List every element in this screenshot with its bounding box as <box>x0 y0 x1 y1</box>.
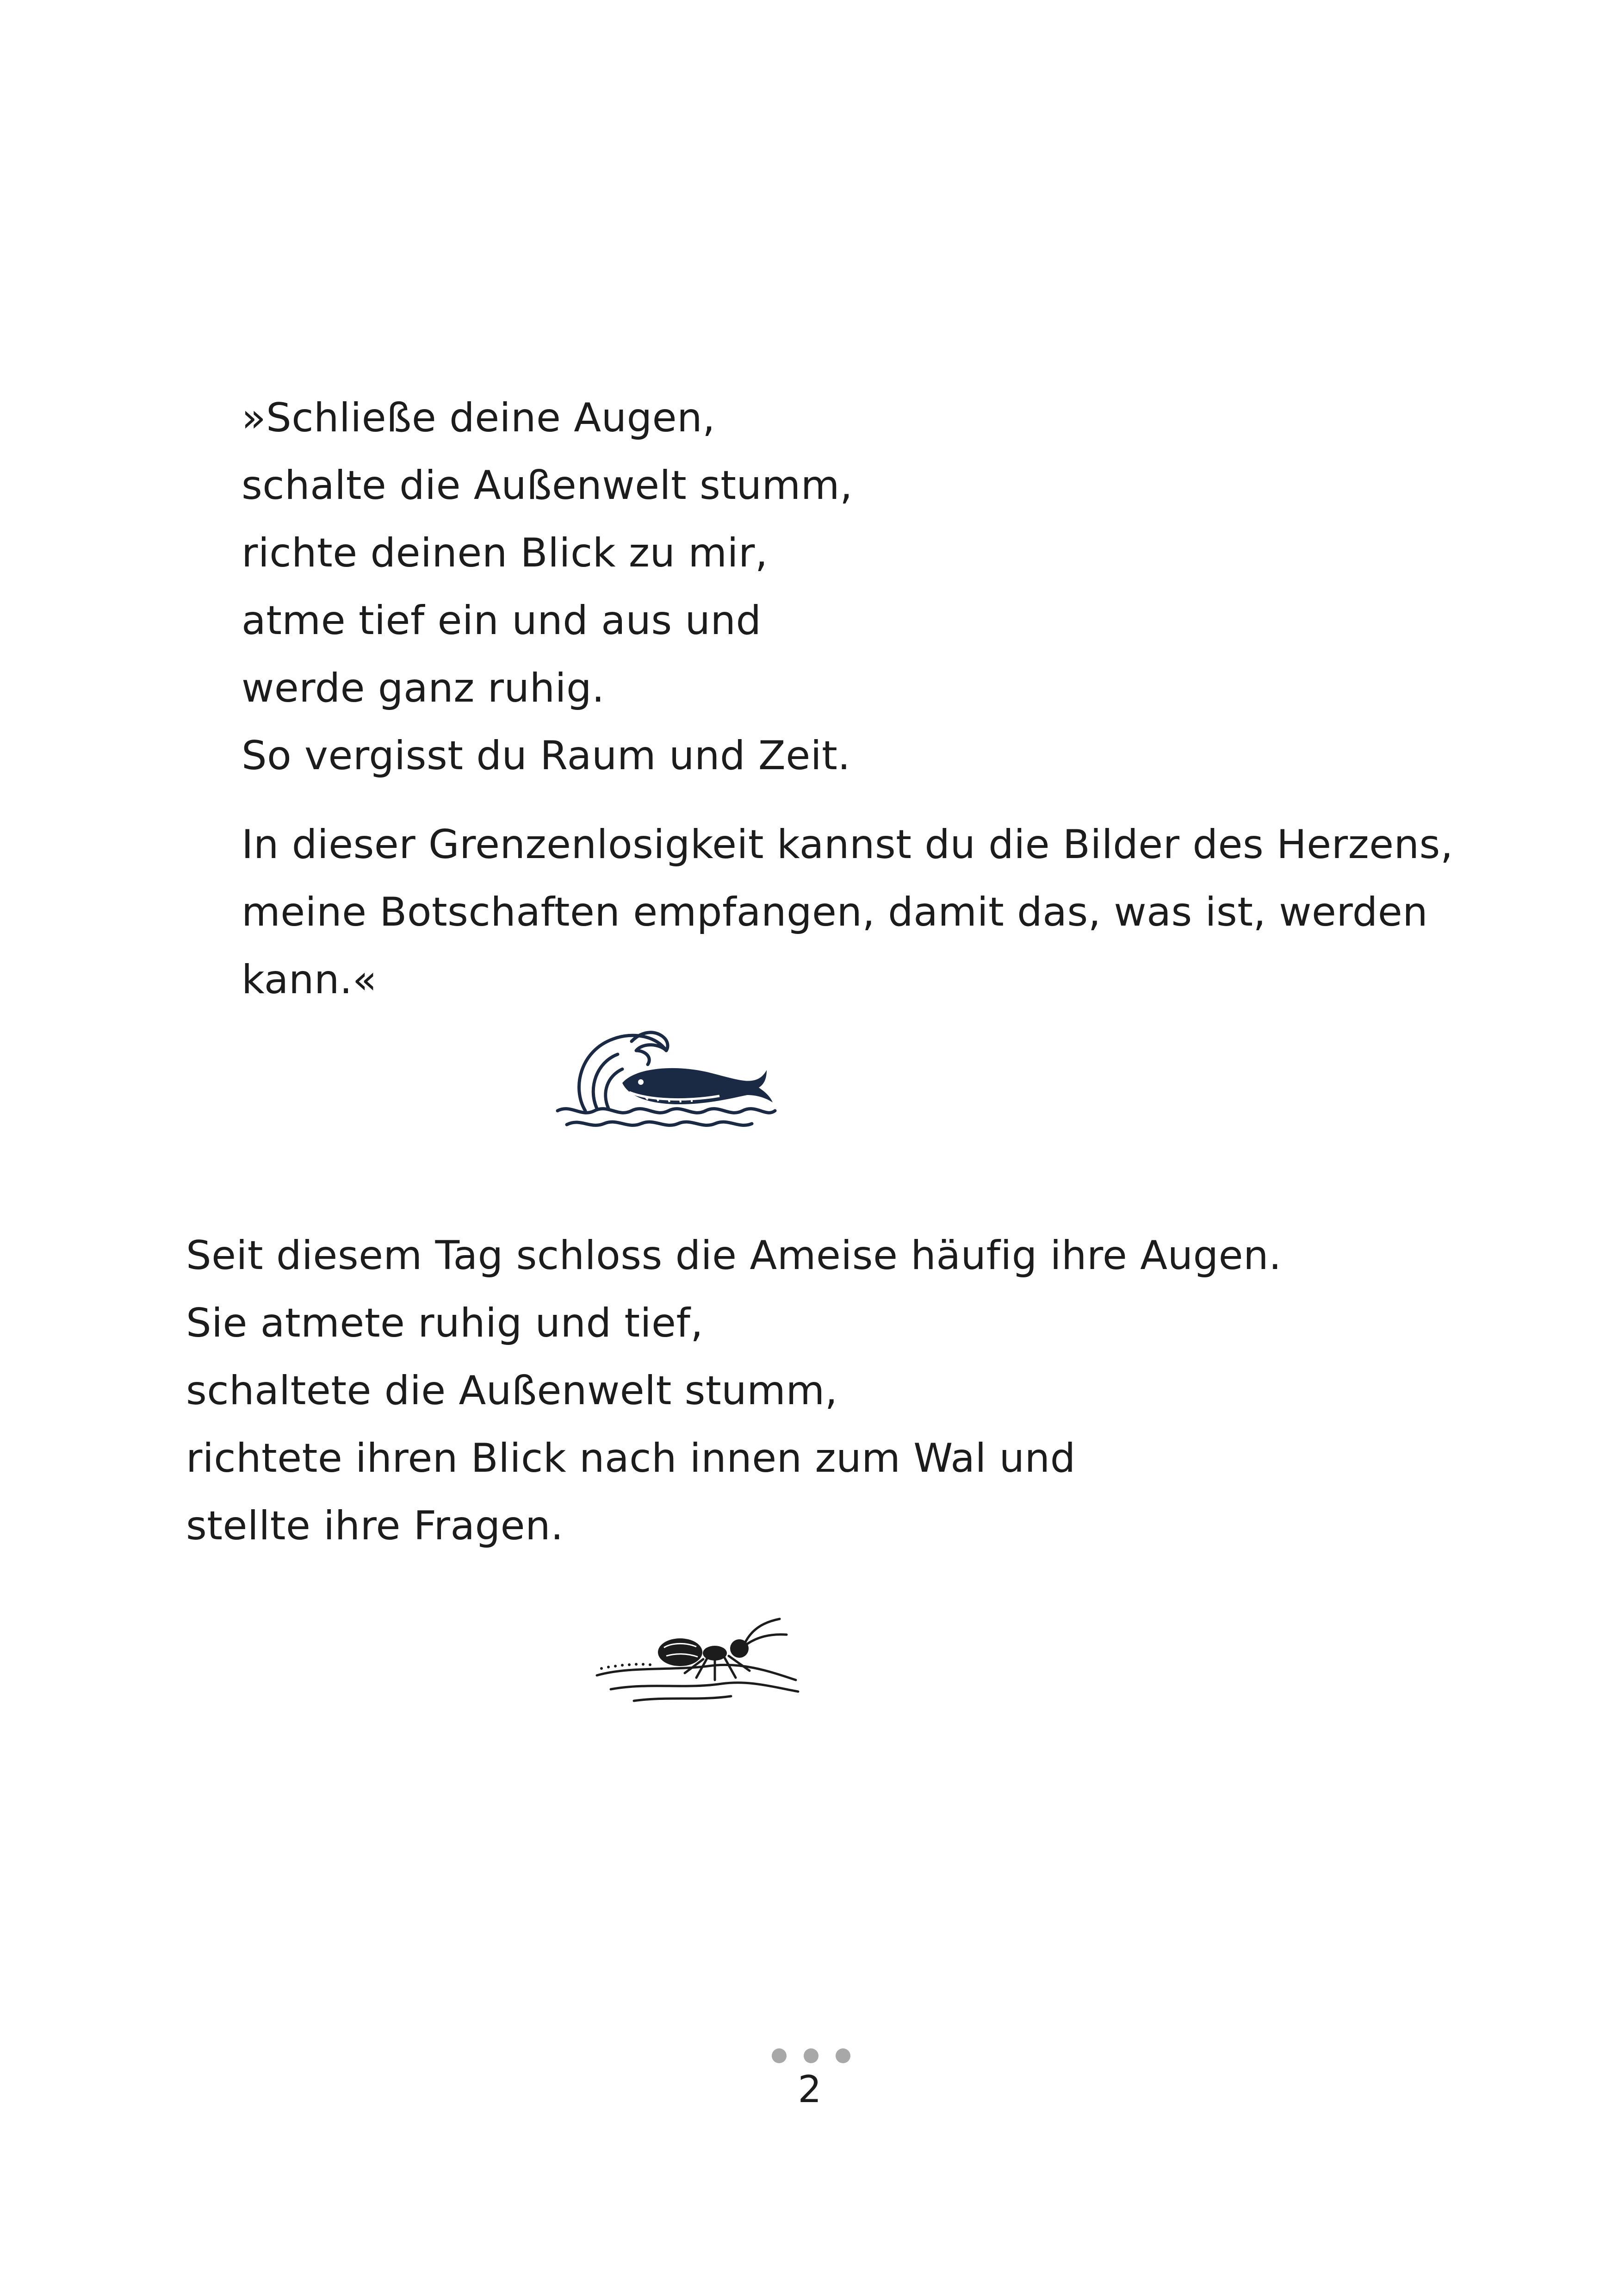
story-line: Sie atmete ruhig und tief, <box>186 1300 704 1346</box>
story-line: richtete ihren Blick nach innen zum Wal und <box>186 1435 1076 1481</box>
ornament-dot <box>804 2048 818 2063</box>
quote-line: atme tief ein und aus und <box>242 597 762 644</box>
quote-line: schalte die Außenwelt stumm, <box>242 462 853 509</box>
ornament-dot <box>772 2048 787 2063</box>
quote-paragraph: In dieser Grenzenlosigkeit kannst du die Bilder des Herzens, meine Botschaften empfangen, damit das, was ist, werden kann.« <box>242 821 1453 1003</box>
whale-in-wave-icon <box>553 1018 780 1129</box>
ornament-dot <box>836 2048 850 2063</box>
ant-on-wave-icon <box>592 1611 805 1712</box>
whale-quote <box>242 384 1491 1014</box>
quote-line: werde ganz ruhig. <box>242 665 605 711</box>
quote-line: »Schließe deine Augen, <box>242 395 715 441</box>
quote-line: So vergisst du Raum und Zeit. <box>242 733 851 779</box>
story-text <box>186 1222 1528 1560</box>
quote-line: richte deinen Blick zu mir, <box>242 530 768 576</box>
story-line: schaltete die Außenwelt stumm, <box>186 1368 838 1414</box>
page-number: 2 <box>798 2068 822 2111</box>
story-line: Seit diesem Tag schloss die Ameise häufig ihre Augen. <box>186 1232 1282 1279</box>
story-line: stellte ihre Fragen. <box>186 1503 564 1549</box>
